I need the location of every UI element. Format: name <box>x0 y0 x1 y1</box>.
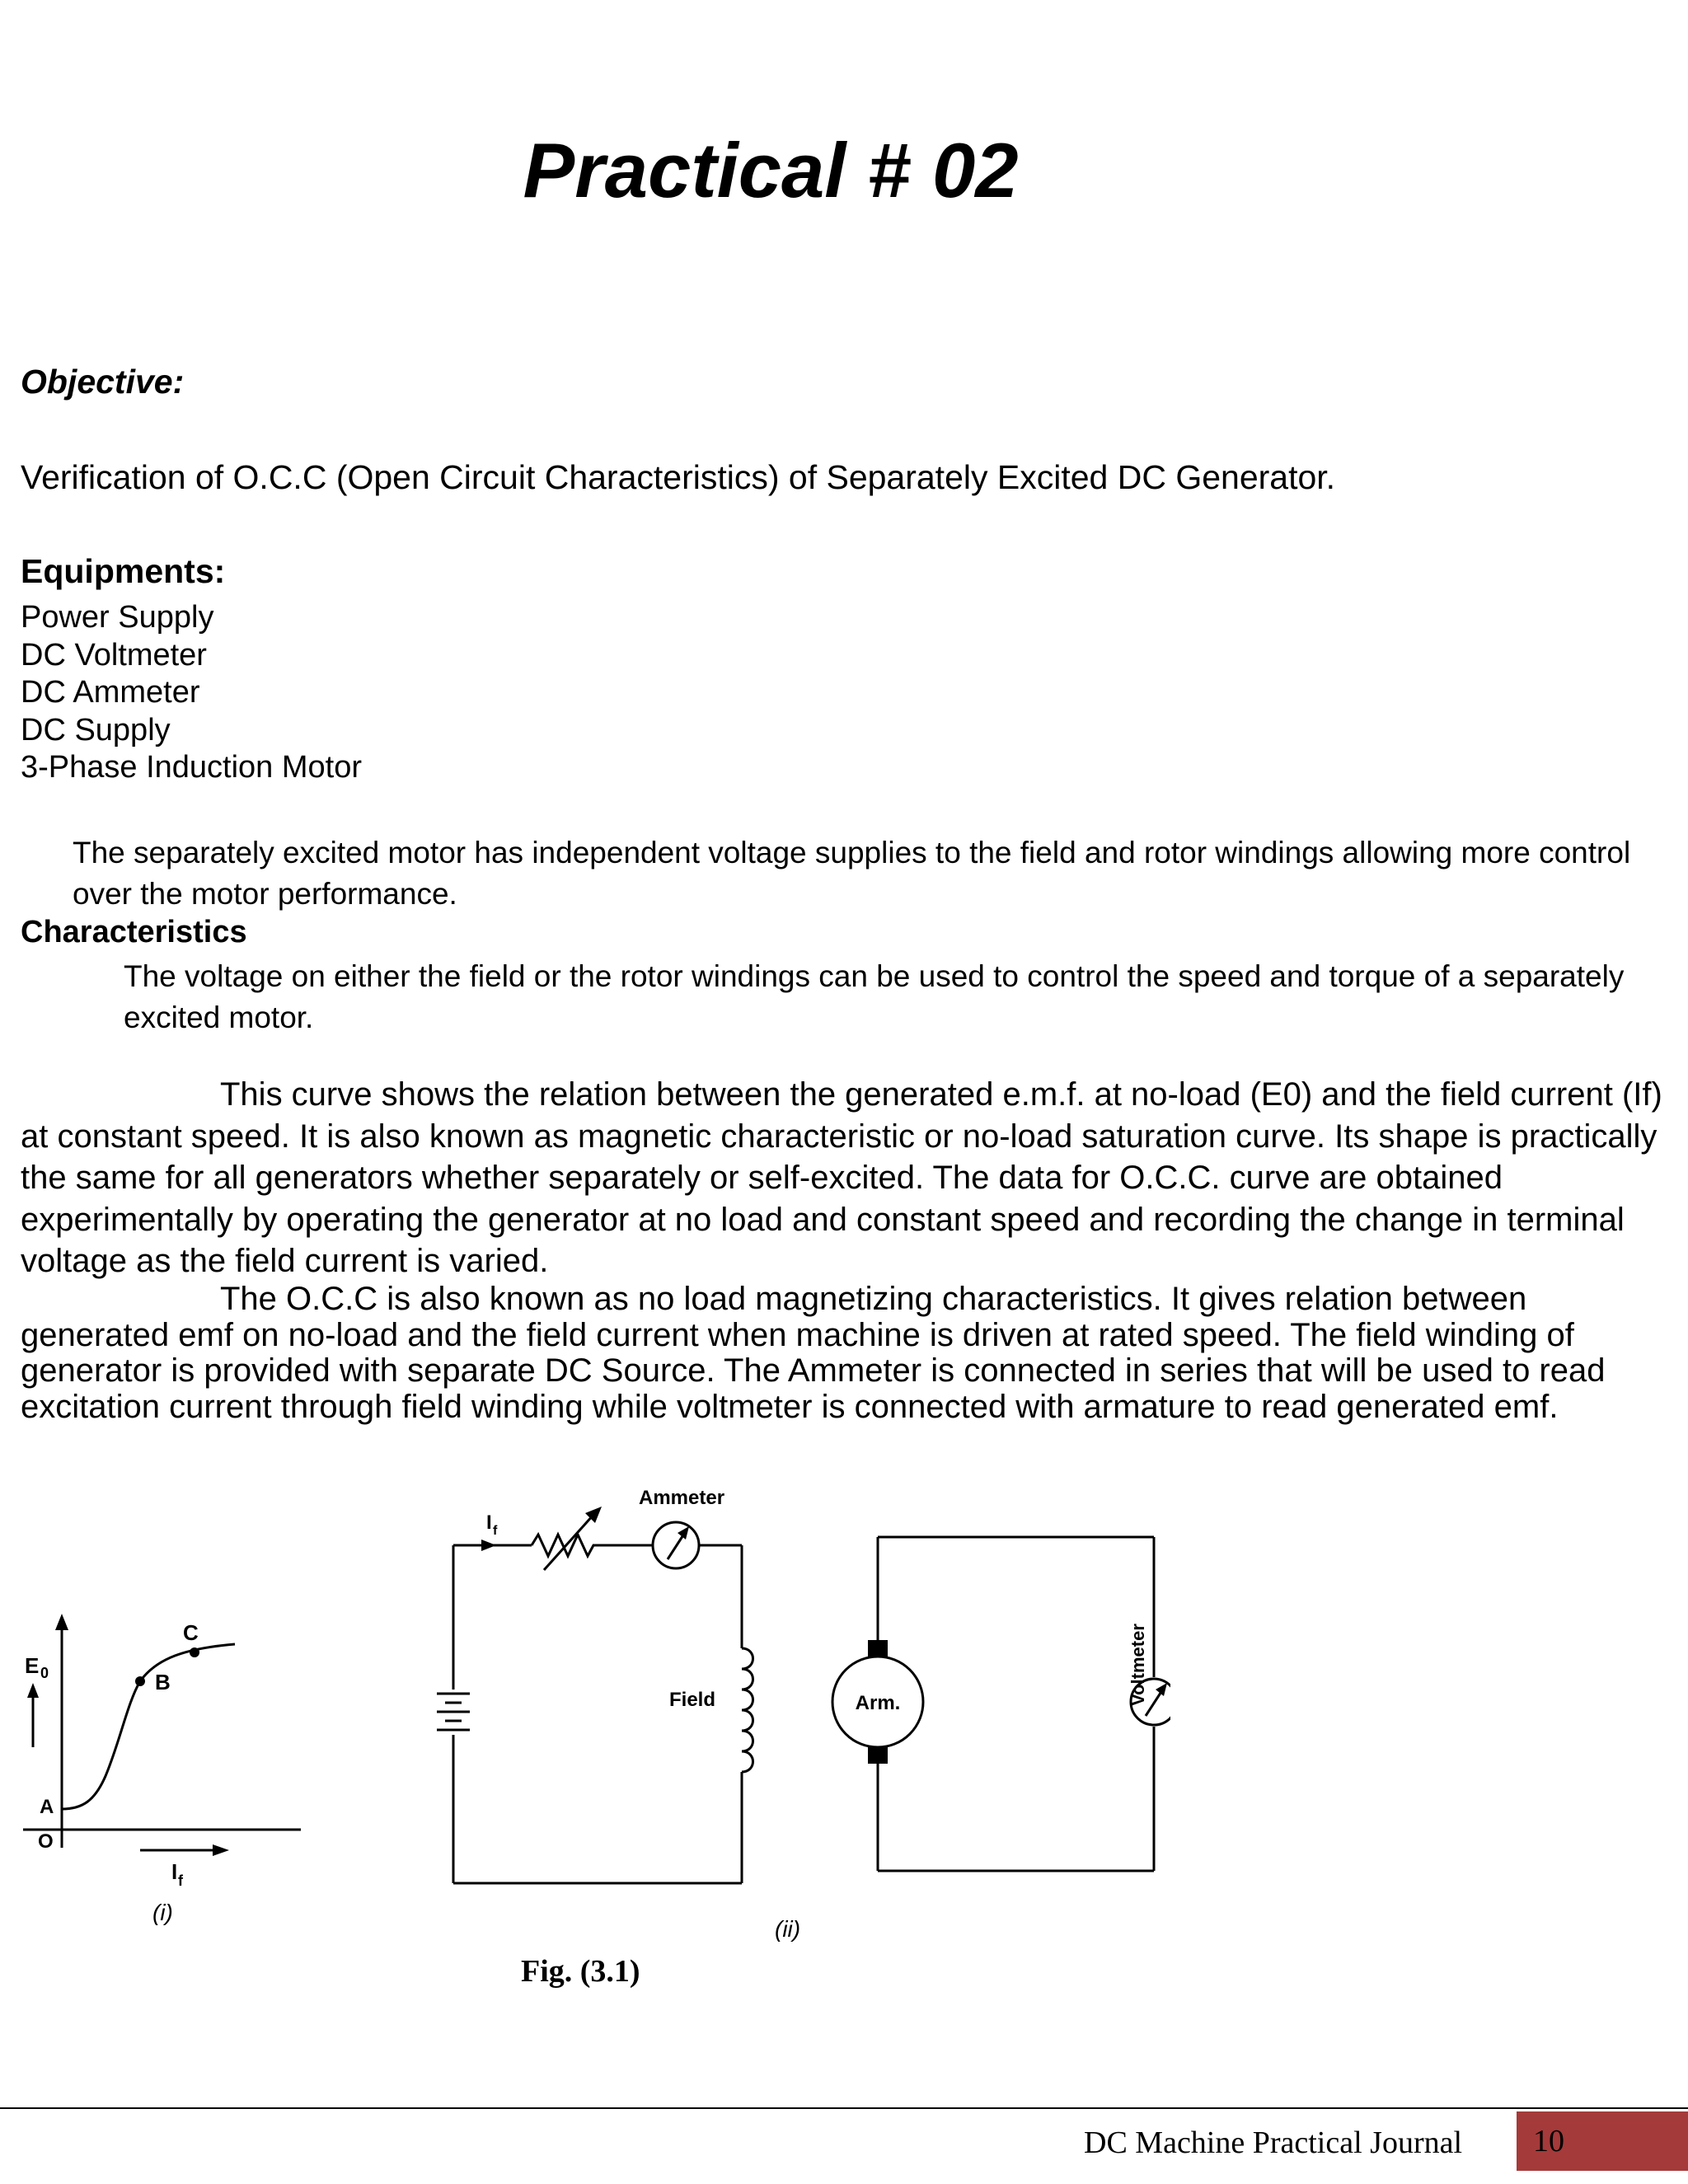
point-c-marker <box>190 1647 199 1657</box>
page-title: Practical # 02 <box>523 127 1019 213</box>
x-axis-label: I <box>171 1859 178 1884</box>
point-b-label: B <box>155 1670 171 1694</box>
y-axis-arrow <box>55 1614 68 1630</box>
if-arrow-head <box>213 1844 229 1856</box>
e0-arrow-head <box>27 1683 39 1698</box>
list-item: DC Ammeter <box>21 675 200 710</box>
field-label: Field <box>669 1689 716 1711</box>
occ-curve-figure <box>16 1607 313 1937</box>
objective-text: Verification of O.C.C (Open Circuit Characteristics) of Separately Excited DC Generator. <box>21 458 1336 496</box>
rheostat-arrow <box>544 1515 593 1570</box>
circuit-figure <box>429 1483 1170 1945</box>
intro-paragraph: The separately excited motor has independent voltage supplies to the field and rotor windings allowing more control over the motor performance. <box>73 836 1631 911</box>
occ-method-paragraph: The O.C.C is also known as no load magnetizing characteristics. It gives relation between generated emf on no-load and the field current when machine is driven at rated speed. The field winding of generator is provided with separate DC Source. The Ammeter is connected in series that will be used to read excitation current through field winding while voltmeter is connected with armature to read generated emf. <box>21 1281 1606 1425</box>
sub-figure-label-i: (i) <box>152 1900 173 1925</box>
characteristics-text: The voltage on either the field or the rotor windings can be used to control the speed and torque of a separately excited motor. <box>124 959 1625 1034</box>
ammeter-label: Ammeter <box>639 1487 725 1509</box>
field-winding-coil <box>742 1648 753 1772</box>
point-a-label: A <box>40 1796 54 1818</box>
current-direction-arrow <box>481 1540 496 1551</box>
origin-label: O <box>38 1830 54 1853</box>
list-item: Power Supply <box>21 600 214 635</box>
list-item: DC Voltmeter <box>21 637 207 673</box>
x-axis-label-subscript: f <box>178 1872 183 1889</box>
occ-description-paragraph: This curve shows the relation between the generated e.m.f. at no-load (E0) and the field current (If) at constant speed. It is also known as magnetic characteristic or no-load saturation curve. Its shape is practically the same for all generators whether separately or self-excited. The data for O.C.C. curve are obtained experimentally by operating the generator at no load and constant speed and recording the change in terminal voltage as the field current is varied. <box>21 1076 1662 1279</box>
current-label-subscript: f <box>493 1524 498 1538</box>
equipments-heading: Equipments: <box>21 552 226 590</box>
armature-label: Arm. <box>855 1692 901 1714</box>
figure-caption: Fig. (3.1) <box>521 1954 640 1989</box>
y-axis-label: E <box>25 1653 40 1678</box>
list-item: DC Supply <box>21 712 171 748</box>
y-axis-label-subscript: 0 <box>40 1665 49 1681</box>
point-c-label: C <box>183 1620 199 1645</box>
point-b-marker <box>135 1676 145 1686</box>
voltmeter-label: Voltmeter <box>1128 1624 1148 1706</box>
footer-page-number: 10 <box>1517 2111 1688 2171</box>
list-item: 3-Phase Induction Motor <box>21 750 363 785</box>
occ-curve <box>62 1644 235 1809</box>
sub-figure-label-ii: (ii) <box>775 1916 801 1942</box>
footer-divider <box>0 2107 1688 2109</box>
objective-heading: Objective: <box>21 363 185 401</box>
equipments-list <box>21 599 362 787</box>
current-label: I <box>486 1511 492 1534</box>
dc-source-battery <box>437 1694 470 1730</box>
footer-journal-title: DC Machine Practical Journal <box>1084 2125 1463 2160</box>
characteristics-heading: Characteristics <box>21 915 247 949</box>
